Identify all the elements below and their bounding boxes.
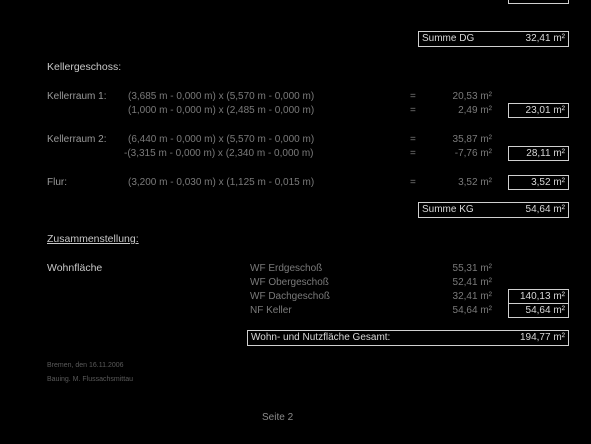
kellerraum1-area-2: 2,49 m² bbox=[458, 105, 492, 116]
wf-obergeschoss-value: 52,41 m² bbox=[452, 277, 492, 288]
kellerraum2-eq-1: = bbox=[410, 134, 416, 145]
kellerraum2-label: Kellerraum 2: bbox=[47, 134, 107, 145]
kellerraum1-eq-2: = bbox=[410, 105, 416, 116]
kellerraum1-total: 23,01 m² bbox=[525, 105, 565, 116]
kellerraum1-eq-1: = bbox=[410, 91, 416, 102]
nf-subtotal: 54,64 m² bbox=[525, 305, 565, 316]
gesamt-value: 194,77 m² bbox=[519, 332, 565, 343]
summe-kg-value: 54,64 m² bbox=[525, 204, 565, 215]
wf-dachgeschoss-label: WF Dachgeschoß bbox=[250, 291, 331, 302]
footer-author: Bauing. M. Flussachsmittau bbox=[47, 376, 133, 383]
kellerraum1-label: Kellerraum 1: bbox=[47, 91, 107, 102]
wf-erdgeschoss-value: 55,31 m² bbox=[452, 263, 492, 274]
top-partial-box bbox=[508, 0, 569, 4]
kellerraum1-calc-1: (3,685 m - 0,000 m) x (5,570 m - 0,000 m) bbox=[128, 91, 315, 102]
zusammenstellung-heading: Zusammenstellung: bbox=[47, 233, 139, 245]
flur-label: Flur: bbox=[47, 177, 67, 188]
summe-dg-value: 32,41 m² bbox=[525, 33, 565, 44]
flur-total: 3,52 m² bbox=[531, 177, 565, 188]
flur-area: 3,52 m² bbox=[458, 177, 492, 188]
nf-keller-label: NF Keller bbox=[250, 305, 292, 316]
flur-calc: (3,200 m - 0,030 m) x (1,125 m - 0,015 m) bbox=[128, 177, 315, 188]
wf-obergeschoss-label: WF Obergeschoß bbox=[250, 277, 329, 288]
wohnflaeche-label: Wohnfläche bbox=[47, 262, 103, 274]
footer-place-date: Bremen, den 16.11.2006 bbox=[47, 362, 124, 369]
wf-dachgeschoss-value: 32,41 m² bbox=[452, 291, 492, 302]
gesamt-label: Wohn- und Nutzfläche Gesamt: bbox=[251, 332, 391, 343]
kellergeschoss-heading: Kellergeschoss: bbox=[47, 61, 122, 73]
summe-kg-label: Summe KG bbox=[422, 204, 474, 215]
summe-dg-label: Summe DG bbox=[422, 33, 475, 44]
wf-erdgeschoss-label: WF Erdgeschoß bbox=[250, 263, 323, 274]
wf-subtotal: 140,13 m² bbox=[519, 291, 565, 302]
kellerraum2-calc-2: -(3,315 m - 0,000 m) x (2,340 m - 0,000 m) bbox=[124, 148, 314, 159]
page-number: Seite 2 bbox=[262, 412, 294, 423]
kellerraum1-area-1: 20,53 m² bbox=[452, 91, 492, 102]
kellerraum2-area-2: -7,76 m² bbox=[454, 148, 492, 159]
kellerraum2-eq-2: = bbox=[410, 148, 416, 159]
nf-keller-value: 54,64 m² bbox=[452, 305, 492, 316]
kellerraum2-total: 28,11 m² bbox=[526, 148, 565, 159]
kellerraum1-calc-2: (1,000 m - 0,000 m) x (2,485 m - 0,000 m) bbox=[128, 105, 315, 116]
kellerraum2-calc-1: (6,440 m - 0,000 m) x (5,570 m - 0,000 m) bbox=[128, 134, 315, 145]
kellerraum2-area-1: 35,87 m² bbox=[452, 134, 492, 145]
flur-eq: = bbox=[410, 177, 416, 188]
